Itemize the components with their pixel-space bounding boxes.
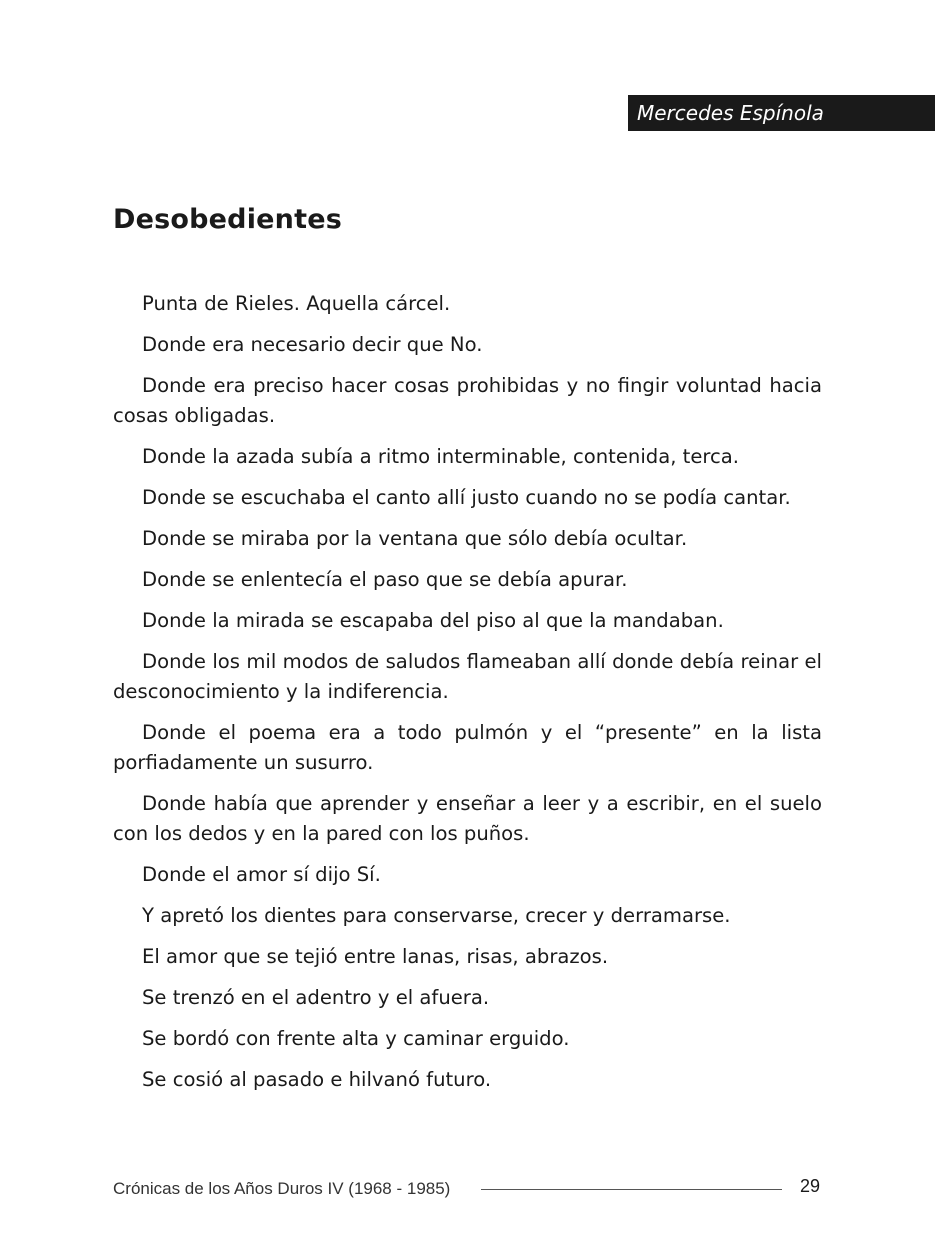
paragraph: Donde se miraba por la ventana que sólo debía ocultar. [142,527,688,550]
paragraph: Se bordó con frente alta y caminar erguido. [142,1027,570,1050]
paragraph: Se cosió al pasado e hilvanó futuro. [142,1068,492,1091]
author-header-tab [628,95,935,131]
paragraph: Punta de Rieles. Aquella cárcel. [142,292,451,315]
paragraph: Donde la mirada se escapaba del piso al que la mandaban. [142,609,724,632]
paragraph: Donde los mil modos de saludos flameaban allí donde debía reinar el desconocimiento y la indiferencia. [113,650,822,703]
paragraph: Donde se escuchaba el canto allí justo cuando no se podía cantar. [142,486,791,509]
paragraph: Donde el amor sí dijo Sí. [142,863,381,886]
author-name: Mercedes Espínola [637,101,824,125]
paragraph: Donde el poema era a todo pulmón y el “presente” en la lista porfiadamente un susurro. [113,721,822,774]
paragraph: Se trenzó en el adentro y el afuera. [142,986,490,1009]
paragraph: Donde era preciso hacer cosas prohibidas y no fingir voluntad hacia cosas obligadas. [113,374,822,427]
paragraph: Donde había que aprender y enseñar a leer y a escribir, en el suelo con los dedos y en la pared con los puños. [113,792,822,845]
paragraph: Donde se enlentecía el paso que se debía apurar. [142,568,628,591]
paragraph: Y apretó los dientes para conservarse, crecer y derramarse. [142,904,731,927]
paragraph: El amor que se tejió entre lanas, risas, abrazos. [142,945,609,968]
footer-divider [481,1189,782,1190]
paragraph: Donde era necesario decir que No. [142,333,483,356]
paragraph: Donde la azada subía a ritmo interminable, contenida, terca. [142,445,740,468]
article-title: Desobedientes [113,204,342,235]
page-number: 29 [800,1176,821,1196]
article-body [113,289,822,1106]
footer-book-title: Crónicas de los Años Duros IV (1968 - 1985) [113,1179,451,1198]
